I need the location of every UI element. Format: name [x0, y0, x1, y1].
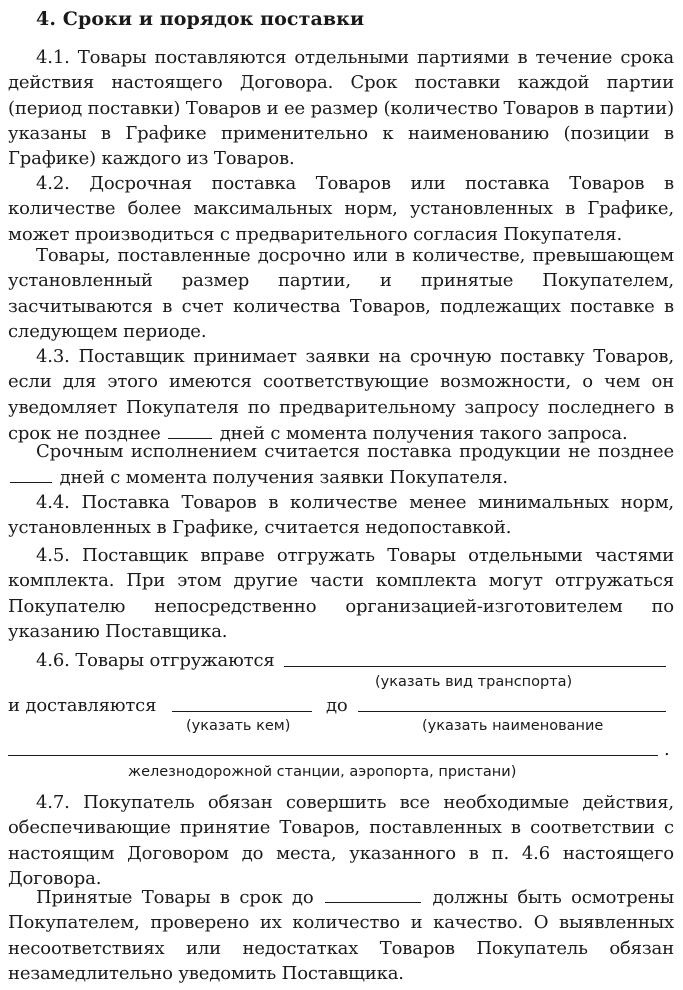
days-blank-field[interactable]	[168, 420, 212, 439]
delivered-label: и доставляются	[8, 695, 157, 716]
urgent-text-before: Срочным исполнением считается поставка продукции не позднее	[36, 441, 674, 462]
paragraph-4-7-continued	[8, 884, 674, 986]
paragraph-4-3-text-after: дней с момента получения такого запроса.	[219, 422, 628, 444]
paragraph-4-6-lead: 4.6. Товары отгружаются	[36, 650, 275, 671]
urgent-text-after: дней с момента получения заявки Покупателя.	[59, 467, 508, 489]
paragraph-4-2-continued: Товары, поставленные досрочно или в количестве, превышающем установленный размер партии, и принятые Покупателем, засчитываются в счет количества Товаров, подлежащих поставке в следующем периоде.	[8, 245, 674, 342]
station-blank-field[interactable]	[8, 755, 658, 756]
section-title: 4. Сроки и порядок поставки	[36, 8, 365, 30]
accepted-text-after: должны быть осмотрены Покупателем, проверено их количество и качество. О выявленных несоответствиях или недостатках Товаров Покупатель обязан незамедлительно уведомить Поставщика.	[8, 887, 674, 984]
paragraph-4-1: 4.1. Товары поставляются отдельными партиями в течение срока действия настоящего Договора. Срок поставки каждой партии (период поставки) Товаров и ее размер (количество Товаров в партии) указаны в Графике применительно к наименованию (позиции в Графике) каждого из Товаров.	[8, 47, 674, 170]
paragraph-4-3	[8, 344, 674, 446]
paragraph-4-5: 4.5. Поставщик вправе отгружать Товары отдельными частями комплекта. При этом другие части комплекта могут отгружаться Покупателю непосредственно организацией-изготовителем по указанию Поставщика.	[8, 545, 674, 642]
inspection-date-blank-field[interactable]	[325, 884, 421, 903]
paragraph-4-3-continued	[8, 439, 674, 491]
accepted-text-before: Принятые Товары в срок до	[36, 887, 314, 908]
paragraph-4-3-text-before: 4.3. Поставщик принимает заявки на срочную поставку Товаров, если для этого имеются соответствующие возможности, о чем он уведомляет Покупателя по предварительному запросу последнего в срок не позднее	[8, 346, 674, 444]
delivered-by-blank-field[interactable]	[172, 711, 312, 712]
transport-blank-field[interactable]	[284, 666, 666, 667]
by-whom-hint: (указать кем)	[186, 718, 291, 734]
line-period: .	[664, 739, 670, 760]
transport-hint: (указать вид транспорта)	[375, 674, 573, 690]
name-hint: (указать наименование	[422, 718, 604, 734]
to-label: до	[326, 695, 348, 716]
destination-blank-field[interactable]	[358, 711, 666, 712]
paragraph-4-4: 4.4. Поставка Товаров в количестве менее минимальных норм, установленных в Графике, считается недопоставкой.	[8, 492, 674, 539]
urgent-days-blank-field[interactable]	[10, 464, 52, 483]
paragraph-4-2: 4.2. Досрочная поставка Товаров или поставка Товаров в количестве более максимальных норм, установленных в Графике, может производиться с предварительного согласия Покупателя.	[8, 173, 674, 245]
paragraph-4-7: 4.7. Покупатель обязан совершить все необходимые действия, обеспечивающие принятие Товаров, поставленных в соответствии с настоящим Договором до места, указанного в п. 4.6 настоящего Договора.	[8, 792, 674, 889]
station-hint: железнодорожной станции, аэропорта, пристани)	[128, 764, 517, 780]
